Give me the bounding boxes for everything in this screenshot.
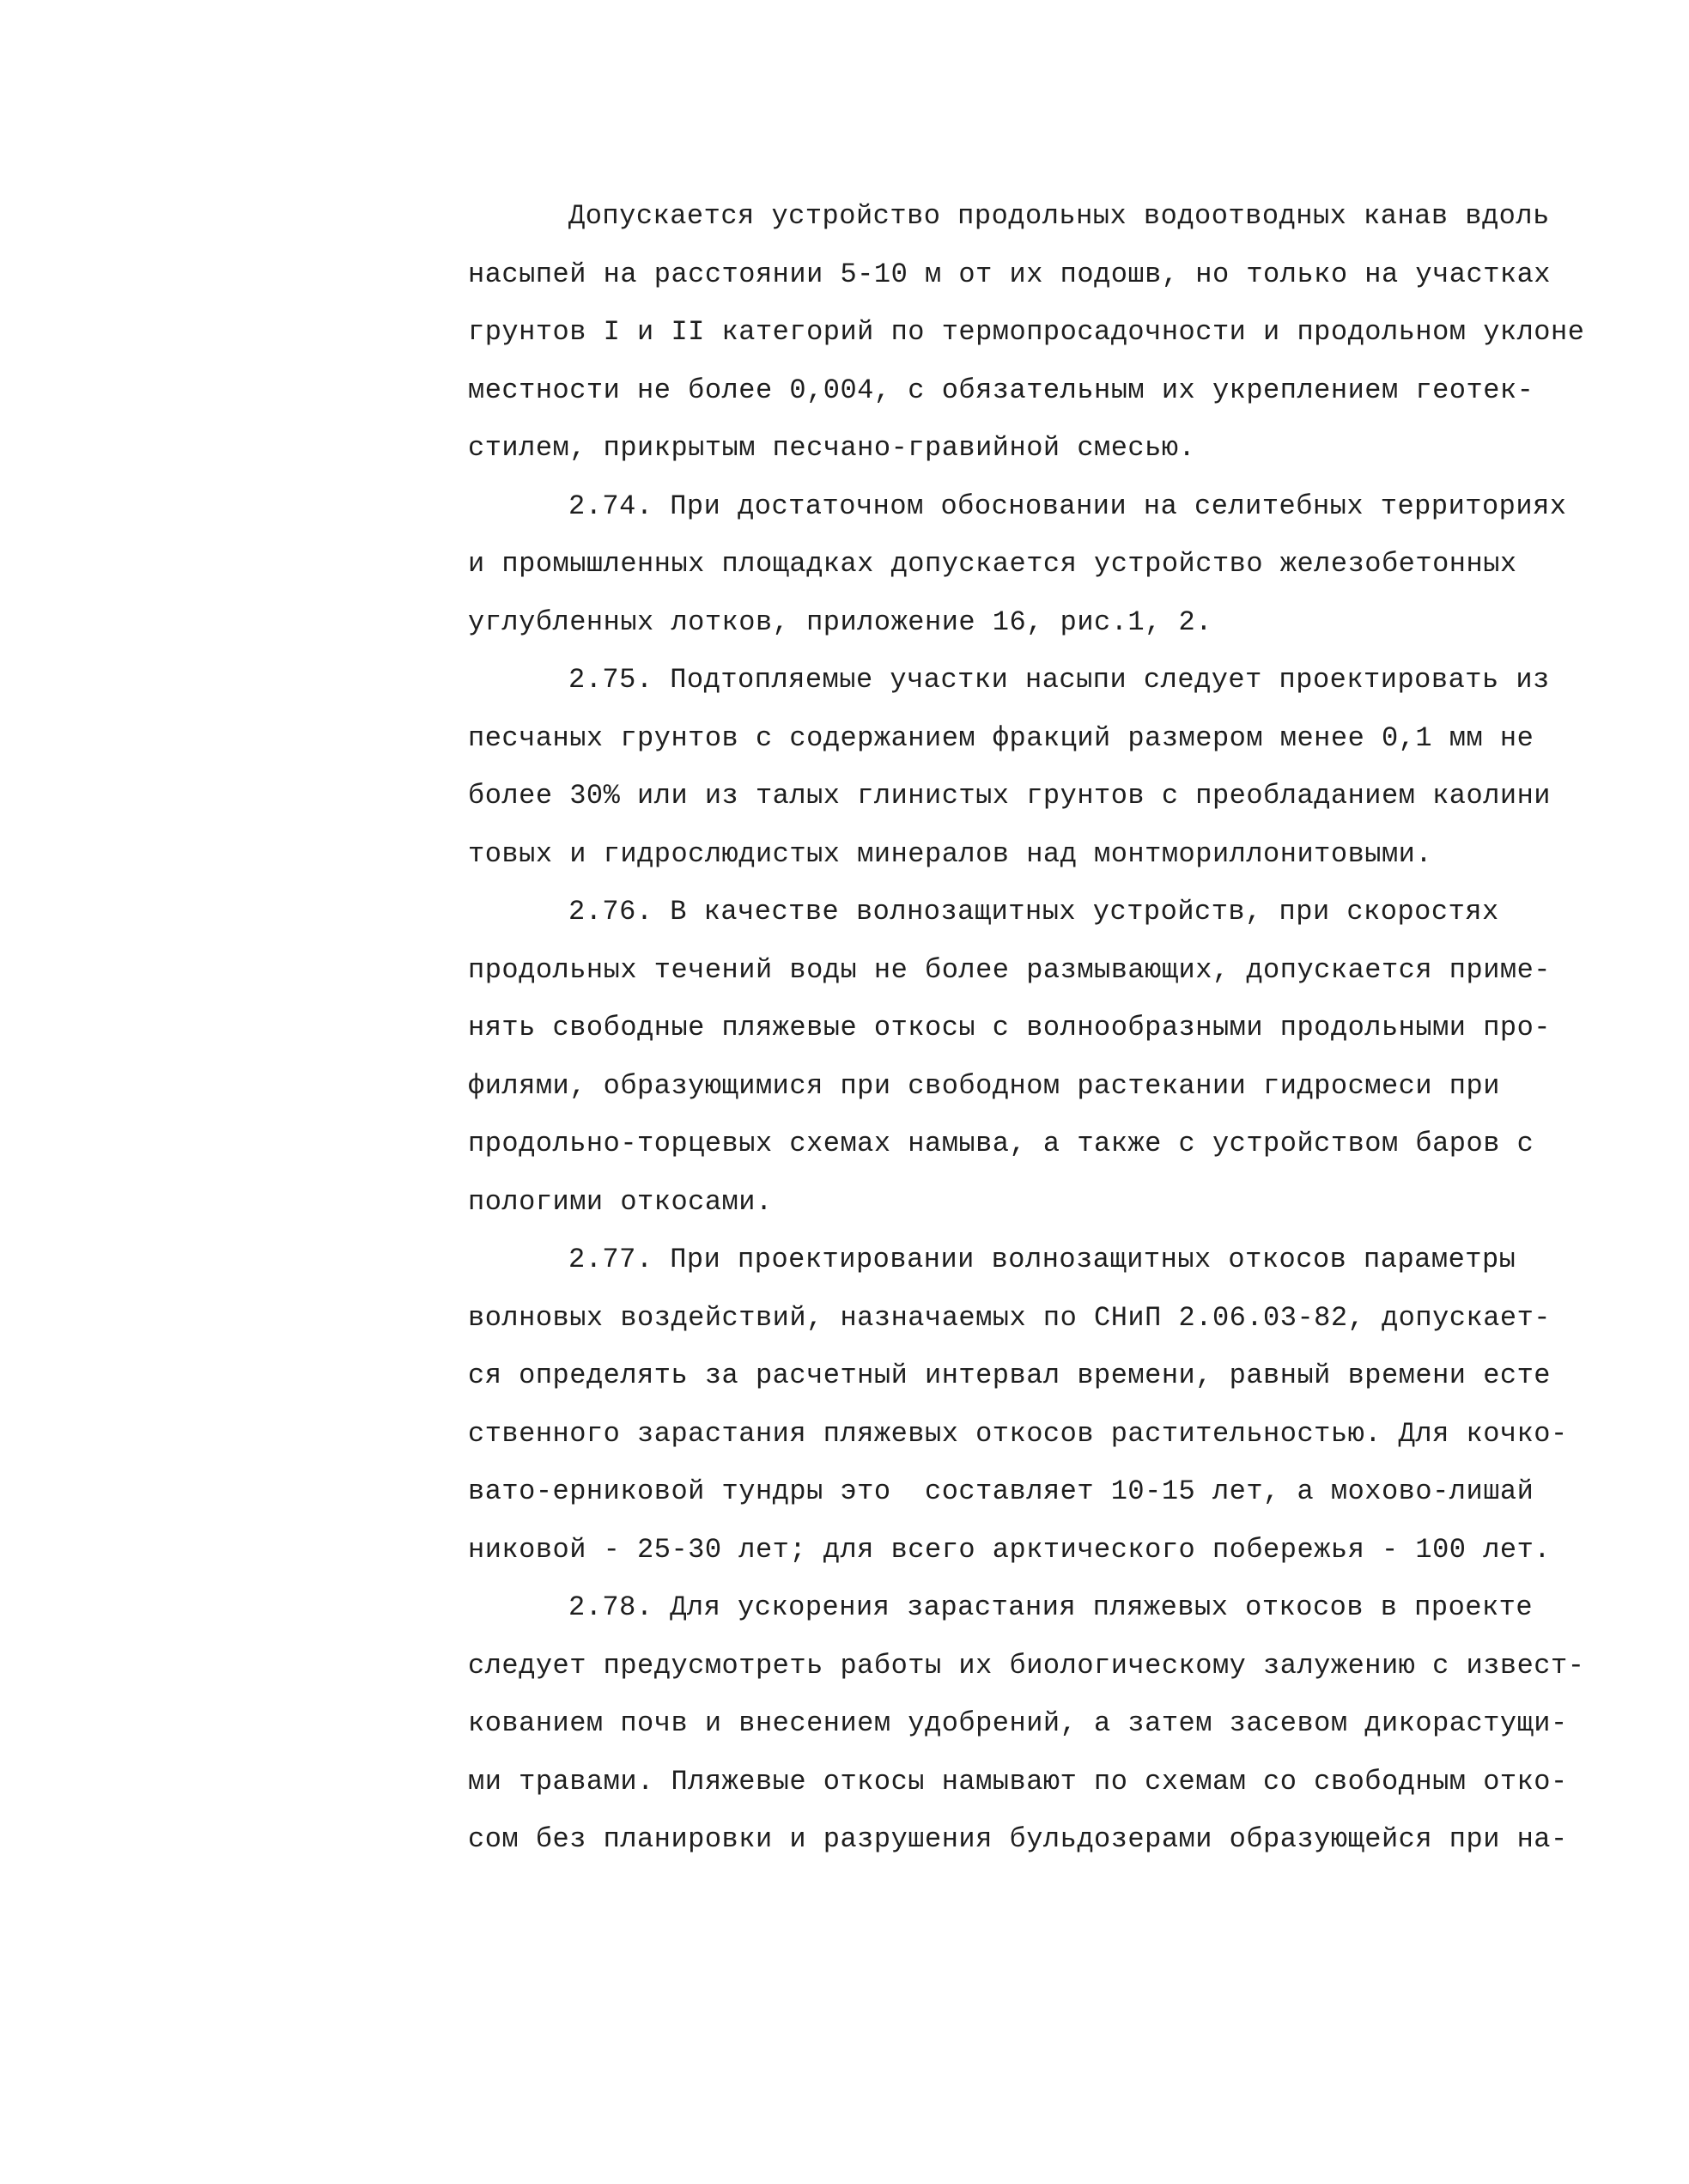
text-line: нять свободные пляжевые откосы с волнообразными продольными про- — [468, 1012, 1551, 1043]
paragraph-first-line: 2.75. Подтопляемые участки насыпи следует проектировать из — [568, 664, 1550, 696]
text-line: кованием почв и внесением удобрений, а затем засевом дикорастущи- — [468, 1707, 1568, 1739]
text-line: никовой - 25-30 лет; для всего арктического побережья - 100 лет. — [468, 1533, 1551, 1566]
text-line: и промышленных площадках допускается устройство железобетонных — [468, 548, 1517, 580]
text-line: волновых воздействий, назначаемых по СНиП 2.06.03-82, допускает- — [468, 1301, 1551, 1334]
text-line: стилем, прикрытым песчано-гравийной смесью. — [468, 432, 1196, 464]
text-line: следует предусмотреть работы их биологическому залужению с извест- — [468, 1649, 1585, 1682]
text-line: местности не более 0,004, с обязательным их укреплением геотек- — [468, 374, 1534, 406]
text-line: ся определять за расчетный интервал времени, равный времени есте — [468, 1360, 1551, 1391]
text-line: ми травами. Пляжевые откосы намывают по схемам со свободным отко- — [468, 1765, 1568, 1798]
paragraph-first-line: Допускается устройство продольных водоотводных канав вдоль — [568, 200, 1550, 232]
text-line: более 30% или из талых глинистых грунтов с преобладанием каолини — [468, 780, 1551, 812]
paragraph-first-line: 2.77. При проектировании волнозащитных откосов параметры — [568, 1244, 1516, 1275]
paragraph-first-line: 2.74. При достаточном обосновании на селитебных территориях — [568, 490, 1567, 522]
text-line: углубленных лотков, приложение 16, рис.1, 2. — [468, 605, 1212, 638]
paragraph-first-line: 2.78. Для ускорения зарастания пляжевых откосов в проекте — [568, 1591, 1534, 1623]
text-line: сом без планировки и разрушения бульдозерами образующейся при на- — [468, 1823, 1568, 1855]
text-line: грунтов I и II категорий по термопросадочности и продольном уклоне — [468, 316, 1585, 348]
text-line: продольно-торцевых схемах намыва, а также с устройством баров с — [468, 1128, 1534, 1159]
text-line: насыпей на расстоянии 5-10 м от их подошв, но только на участках — [468, 258, 1551, 290]
paragraph-first-line: 2.76. В качестве волнозащитных устройств, при скоростях — [568, 896, 1499, 928]
text-line: вато-ерниковой тундры это составляет 10-15 лет, а мохово-лишай — [468, 1475, 1534, 1507]
document-body — [468, 187, 1670, 1869]
text-line: песчаных грунтов с содержанием фракций размером менее 0,1 мм не — [468, 721, 1534, 754]
text-line: товых и гидрослюдистых минералов над монтмориллонитовыми. — [468, 837, 1433, 870]
text-line: продольных течений воды не более размывающих, допускается приме- — [468, 953, 1551, 986]
text-line: ственного зарастания пляжевых откосов растительностью. Для кочко- — [468, 1417, 1568, 1450]
text-line: пологими откосами. — [468, 1185, 773, 1218]
text-line: филями, образующимися при свободном растекании гидросмеси при — [468, 1069, 1500, 1102]
